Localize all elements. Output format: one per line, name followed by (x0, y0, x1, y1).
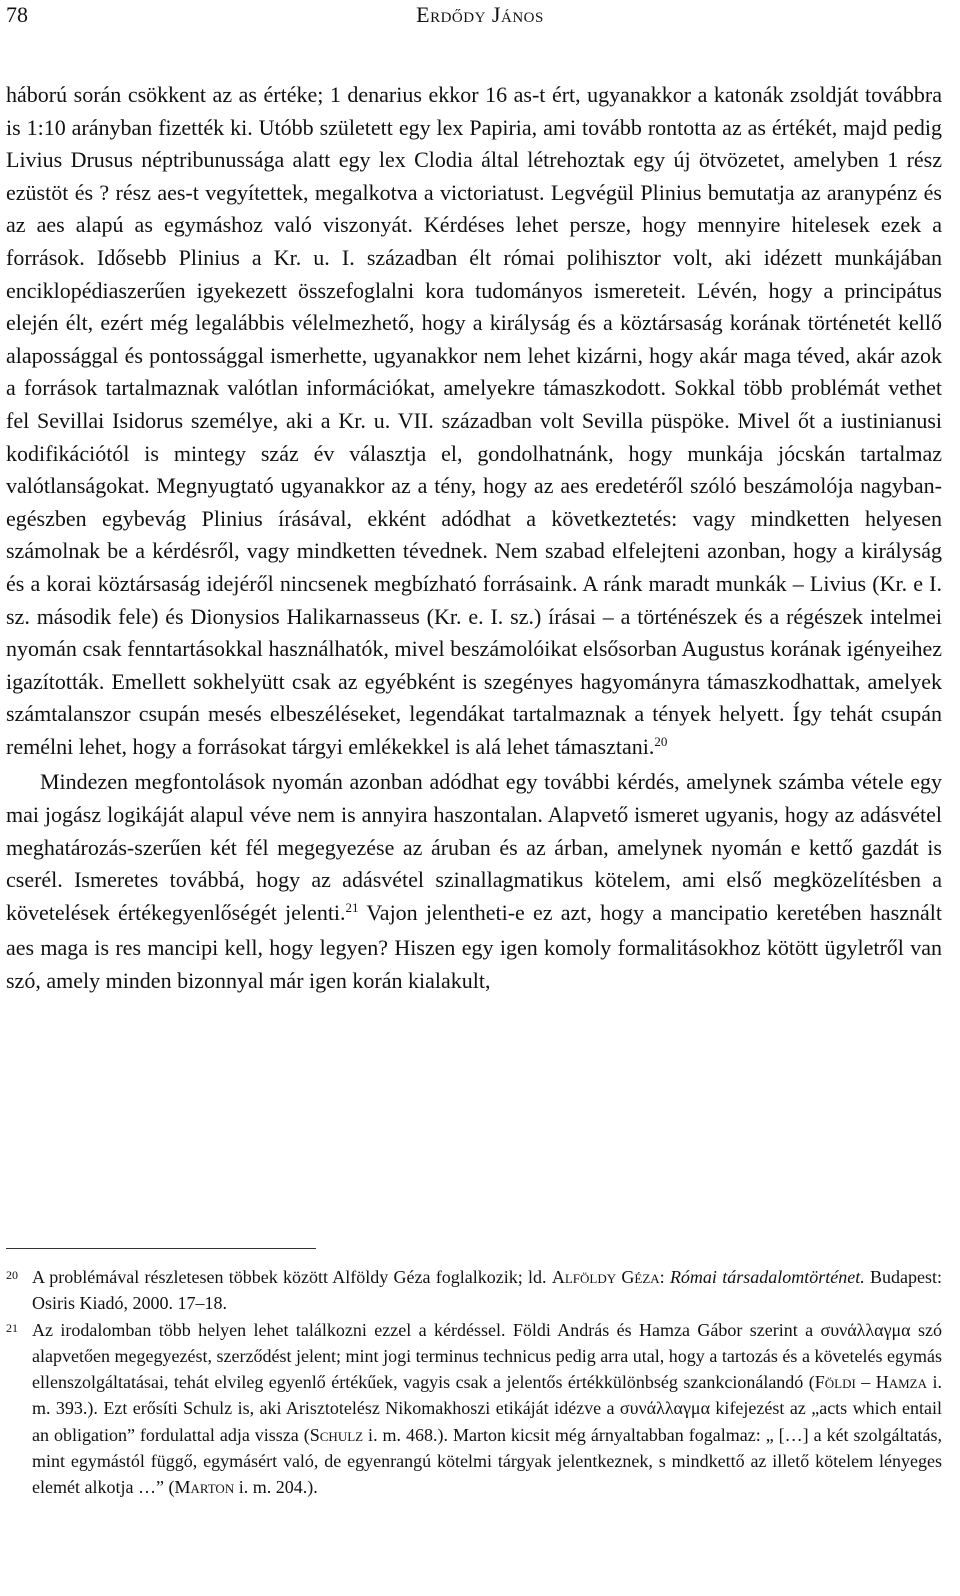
running-head: Erdődy János (416, 2, 544, 27)
footnote-separator (6, 1248, 316, 1249)
footnote-20 (6, 1264, 942, 1317)
cited-author: Alföldy Géza (551, 1267, 660, 1287)
paragraph-text: Vajon jelentheti-e ez azt, hogy a mancipatio keretében használt aes maga is res mancipi kell, hogy legyen? Hiszen egy igen komoly formalitásokhoz kötött ügyletről van szó, amely minden bizonnyal már igen korán kialakult, (6, 899, 942, 994)
footnotes (6, 1264, 942, 1501)
footnote-marker: 20 (6, 1268, 18, 1282)
paragraph-text: háború során csökkent az as értéke; 1 denarius ekkor 16 as-t ért, ugyanakkor a katonák zsoldját továbbra is 1:10 arányban fizették ki. Utóbb született egy lex Papiria, ami tovább rontotta az as értékét, majd pedig Livius Drusus néptribunussága alatt egy lex Clodia által létrehoztak egy új ötvözetet, amelyben 1 rész ezüstöt és ? rész aes-t vegyítettek, megalkotva a victoriatust. Legvégül Plinius bemutatja az aranypénz és az aes alapú as egymáshoz való viszonyát. Kérdéses lehet persze, hogy mennyire hitelesek ezek a források. Idősebb Plinius a Kr. u. I. században élt római polihisztor volt, aki idézett munkájában enciklopédiaszerűen igyekezett összefoglalni kora tudományos ismereteit. Lévén, hogy a principátus elején élt, ezért még legalábbis vélelmezhető, hogy a királyság és a köztársaság korának történetét kellő alapossággal és pontossággal ismerhette, ugyanakkor nem lehet kizárni, hogy akár maga téved, akár azok a források tartalmaznak valótlan információkat, amelyekre támaszkodott. Sokkal több problémát vethet fel Sevillai Isidorus személye, aki a Kr. u. VII. században volt Sevilla püspöke. Mivel őt a iustinianusi kodifikációtól is mintegy száz év választja el, gondolhatnánk, hogy munkája jócskán tartalmaz valótlanságokat. Megnyugtató ugyanakkor az a tény, hogy az aes eredetéről szóló beszámolója nagyban-egészben egybevág Plinius írásával, ekként adódhat a következtetés: vagy mindketten helyesen számolnak be a kérdésről, vagy mindketten tévednek. Nem szabad elfelejteni azonban, hogy a királyság és a korai köztársaság idejéről nincsenek megbízható forrásaink. A ránk maradt munkák – Livius (Kr. e I. sz. második fele) és Dionysios Halikarnasseus (Kr. e. I. sz.) írásai – a történészek és a régészek intelmei nyomán csak fenntartásokkal használhatók, mivel beszámolóikat elsősorban Augustus korának igényeihez igazították. Emellett sokhelyütt csak az egyébként is szegényes hagyományra támaszkodhattak, amelyek számtalanszor csupán mesés elbeszéléseket, legendákat tartalmaznak a tények helyett. Így tehát csupán remélni lehet, hogy a forrásokat tárgyi emlékekkel is alá lehet támasztani. (6, 82, 942, 759)
paragraph-text: Mindezen megfontolások nyomán azonban adódhat egy további kérdés, amelynek számba vétele egy mai jogász logikáját alapul véve nem is annyira haszontalan. Alapvető ismeret ugyanis, hogy az adásvétel meghatározás-szerűen két fél megegyezése az áruban és az árban, amelynek nyomán e kettő gazdát is cserél. Ismeretes továbbá, hogy az adásvétel szinallagmatikus kötelem, ami első megközelítésben a követelések értékegyenlőségét jelenti. (6, 769, 942, 925)
footnote-reference[interactable]: 21 (345, 899, 359, 915)
footnote-text: i. m. 468.). Marton kicsit még árnyaltabban fogalmaz: „ […] a két szolgáltatás, mint egymástól függő, egymásért való, de egyenrangú kötelmi tárgyak jelentkeznek, s mindkettő az illető kötelem lényeges elemét alkotja …” ( (32, 1424, 942, 1498)
footnote-text: : (659, 1267, 670, 1287)
footnote-text: szó alapvetően megegyezést, szerződést jelent; mint jogi terminus technicus pedig arra utal, hogy a tartozás és a követelés egymás ellenszolgáltatásai, tehát elvileg egyenlő értékűek, vagyis csak a jelentős értékkülönbség szankcionálandó ( (32, 1319, 942, 1393)
footnote-text: Budapest: Osiris Kiadó, 2000. 17–18. (32, 1267, 942, 1314)
cited-author: Schulz (309, 1424, 364, 1445)
page-number: 78 (6, 2, 28, 27)
footnote-text: i. m. 393.). Ezt erősíti Schulz is, aki Arisztotelész Nikomakhoszi etikáját idézve a (32, 1372, 942, 1419)
cited-author: Földi – Hamza (814, 1372, 928, 1393)
main-text (6, 79, 942, 998)
paragraph (6, 766, 942, 997)
footnote-text: i. m. 204.). (234, 1477, 318, 1498)
cited-title: Római társadalomtörténet. (669, 1267, 865, 1287)
footnote-reference[interactable]: 20 (654, 733, 668, 749)
footnote-text: Az irodalomban több helyen lehet találkozni ezzel a kérdéssel. Földi András és Hamza Gábor szerint a (32, 1319, 821, 1340)
greek-term: συνάλλαγμα (820, 1319, 911, 1340)
footnote-text: kifejezést az „acts which entail an obligation” fordulattal adja vissza ( (32, 1398, 943, 1445)
footnote-marker: 21 (6, 1320, 18, 1335)
cited-author: Marton (174, 1477, 235, 1498)
greek-term: συνάλλαγμα (619, 1398, 711, 1419)
paragraph (6, 79, 942, 766)
page-header (0, 0, 960, 40)
footnote-21 (6, 1317, 942, 1501)
footnote-text: A problémával részletesen többek között Alföldy Géza foglalkozik; ld. (32, 1267, 552, 1287)
